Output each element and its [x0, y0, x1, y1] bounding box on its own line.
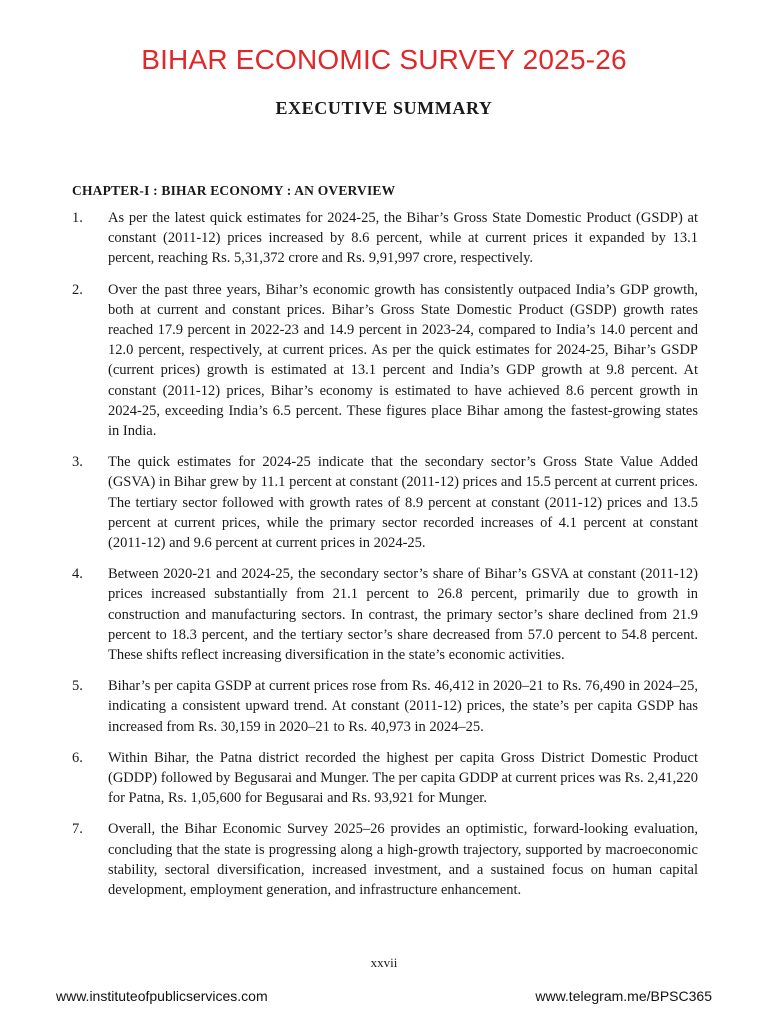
item-text: Overall, the Bihar Economic Survey 2025–26 provides an optimistic, forward-looking evaluation, concluding that the state is progressing along a high-growth trajectory, supported by macroeconomic stability, sectoral diversification, increased investment, and a sustained focus on human capital development, employment generation, and infrastructure enhancement. — [108, 821, 698, 899]
list-item — [72, 748, 698, 809]
section-heading: EXECUTIVE SUMMARY — [275, 98, 493, 118]
item-number: 6. — [72, 749, 83, 766]
item-number: 2. — [72, 281, 83, 298]
item-number: 5. — [72, 678, 83, 695]
item-text: Between 2020-21 and 2024-25, the secondary sector’s share of Bihar’s GSVA at constant (2011-12) prices increased substantially from 21.1 percent to 26.8 percent, primarily due to growth in construction and manufacturing sectors. In contrast, the primary sector’s share declined from 21.9 percent to 18.3 percent, and the tertiary sector’s share decreased from 57.0 percent to 54.8 percent. These shifts reflect increasing diversification in the state’s economic activities. — [108, 566, 698, 664]
item-text: As per the latest quick estimates for 2024-25, the Bihar’s Gross State Domestic Product (GSDP) at constant (2011-12) prices increased by 8.6 percent, while at current prices it expanded by 13.1 percent, reaching Rs. 5,31,372 crore and Rs. 9,91,997 crore, respectively. — [108, 210, 698, 267]
list-item — [72, 676, 698, 737]
item-number: 7. — [72, 821, 83, 838]
item-text: Over the past three years, Bihar’s economic growth has consistently outpaced India’s GDP growth, both at current and constant prices. Bihar’s Gross State Domestic Product (GSDP) growth rates reached 17.9 percent in 2022-23 and 14.9 percent in 2023-24, compared to India’s 14.0 percent and 12.0 percent, respectively, at current prices. As per the quick estimates for 2024-25, Bihar’s GSDP (current prices) growth is estimated at 13.1 percent and India’s GDP growth at 9.8 percent. At constant (2011-12) prices, Bihar’s economy is estimated to have achieved 8.6 percent growth in 2024-25, exceeding India’s 6.5 percent. These figures place Bihar among the fastest-growing states in India. — [108, 281, 698, 440]
item-number: 4. — [72, 566, 83, 583]
item-number: 1. — [72, 210, 83, 226]
footer-telegram-link[interactable]: www.telegram.me/BPSC365 — [535, 988, 712, 1004]
item-text: The quick estimates for 2024-25 indicate that the secondary sector’s Gross State Value Added (GSVA) in Bihar grew by 11.1 percent at constant (2011-12) prices and 15.5 percent at current prices. The tertiary sector followed with growth rates of 8.9 percent at constant (2011-12) prices and 13.5 percent at current prices, while the primary sector recorded increases of 4.1 percent at constant (2011-12) and 9.6 percent at current prices in 2024-25. — [108, 454, 698, 552]
item-number: 3. — [72, 454, 83, 471]
footer-website-link[interactable]: www.instituteofpublicservices.com — [56, 988, 268, 1004]
list-item — [72, 564, 698, 665]
item-text: Within Bihar, the Patna district recorded the highest per capita Gross District Domestic Product (GDDP) followed by Begusarai and Munger. The per capita GDDP at current prices was Rs. 2,41,220 for Patna, Rs. 1,05,600 for Begusarai and Rs. 93,921 for Munger. — [108, 749, 698, 807]
list-item — [72, 452, 698, 553]
item-text: Bihar’s per capita GSDP at current prices rose from Rs. 46,412 in 2020–21 to Rs. 76,490 in 2024–25, indicating a consistent upward trend. At constant (2011-12) prices, the state’s per capita GSDP has increased from Rs. 30,159 in 2020–21 to Rs. 40,973 in 2024–25. — [108, 678, 698, 735]
page-number: xxvii — [370, 955, 398, 970]
chapter-title: CHAPTER-I : BIHAR ECONOMY : AN OVERVIEW — [72, 183, 396, 198]
document-banner-title: BIHAR ECONOMIC SURVEY 2025-26 — [141, 44, 627, 75]
list-item — [72, 819, 698, 900]
list-item — [72, 280, 698, 442]
list-item — [72, 208, 698, 269]
summary-list — [72, 208, 698, 911]
